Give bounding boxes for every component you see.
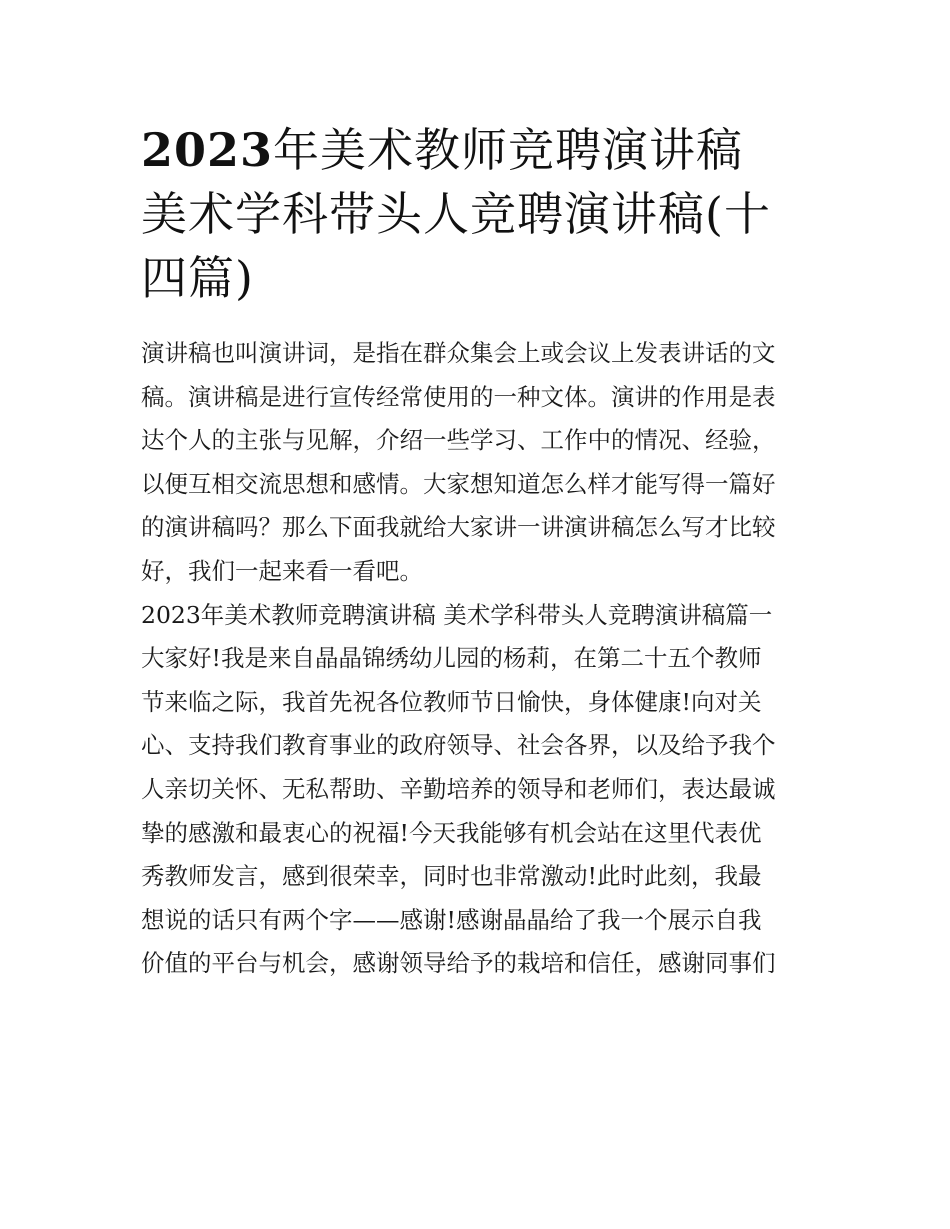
body-line: 的演讲稿吗？那么下面我就给大家讲一讲演讲稿怎么写才比较 <box>141 513 776 542</box>
body-line: 价值的平台与机会，感谢领导给予的栽培和信任，感谢同事们 <box>141 949 776 978</box>
body-line: 节来临之际，我首先祝各位教师节日愉快，身体健康!向对关 <box>141 687 762 716</box>
body-line: 稿。演讲稿是进行宣传经常使用的一种文体。演讲的作用是表 <box>141 382 776 411</box>
body-line: 挚的感激和最衷心的祝福!今天我能够有机会站在这里代表优 <box>141 818 762 847</box>
section-heading-line: 2023年美术教师竞聘演讲稿 美术学科带头人竞聘演讲稿篇一 <box>141 600 773 629</box>
body-line: 大家好!我是来自晶晶锦绣幼儿园的杨莉，在第二十五个教师 <box>141 644 762 673</box>
body-line: 秀教师发言，感到很荣幸，同时也非常激动!此时此刻，我最 <box>141 862 762 891</box>
body-line: 想说的话只有两个字——感谢!感谢晶晶给了我一个展示自我 <box>141 905 762 934</box>
body-line: 以便互相交流思想和感情。大家想知道怎么样才能写得一篇好 <box>141 469 776 498</box>
body-line: 达个人的主张与见解，介绍一些学习、工作中的情况、经验， <box>141 426 776 455</box>
body-line: 好，我们一起来看一看吧。 <box>141 556 423 585</box>
title-line-1-text: 年美术教师竞聘演讲稿 <box>273 123 744 177</box>
title-line-3: 四篇) <box>141 251 254 305</box>
body-line: 人亲切关怀、无私帮助、辛勤培养的领导和老师们，表达最诚 <box>141 774 776 803</box>
document-body <box>141 332 813 986</box>
document-content <box>141 118 813 986</box>
body-line: 心、支持我们教育事业的政府领导、社会各界，以及给予我个 <box>141 731 776 760</box>
document-title <box>141 118 813 310</box>
title-line-1 <box>141 118 813 182</box>
body-line: 演讲稿也叫演讲词，是指在群众集会上或会议上发表讲话的文 <box>141 339 776 367</box>
title-line-2: 美术学科带头人竞聘演讲稿(十 <box>141 187 771 241</box>
title-year: 2023 <box>141 123 274 177</box>
